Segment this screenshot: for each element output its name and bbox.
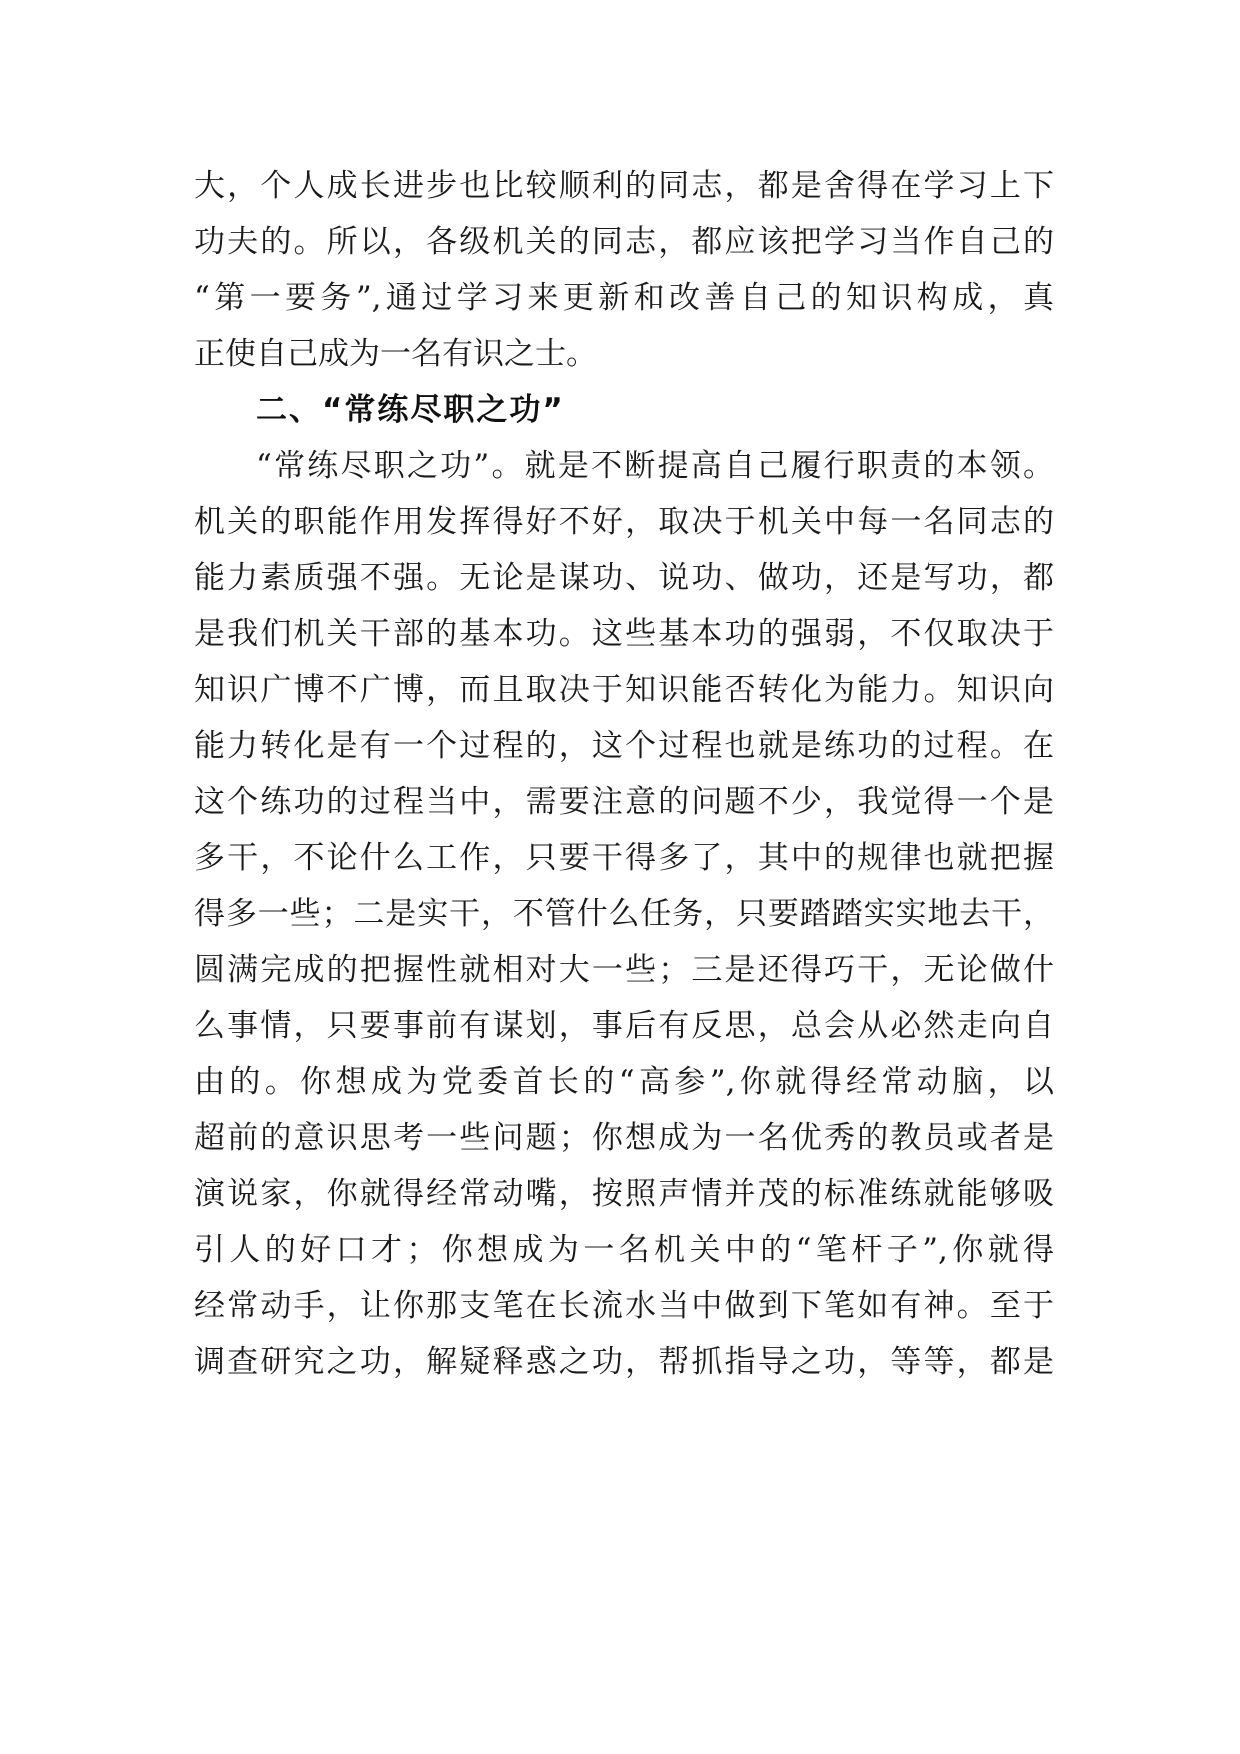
text-line: 圆满完成的把握性就相对大一些；三是还得巧干，无论做什: [194, 952, 1054, 988]
text-line: 调查研究之功，解疑释惑之功，帮抓指导之功，等等，都是: [194, 1344, 1054, 1380]
text-line: 经常动手，让你那支笔在长流水当中做到下笔如有神。至于: [194, 1288, 1054, 1324]
text-line: 正使自己成为一名有识之士。: [194, 336, 597, 372]
text-line: 能力素质强不强。无论是谋功、说功、做功，还是写功，都: [194, 560, 1054, 596]
text-line: 功夫的。所以，各级机关的同志，都应该把学习当作自己的: [194, 224, 1054, 260]
text-line: 多干，不论什么工作，只要干得多了，其中的规律也就把握: [194, 840, 1054, 876]
text-line: 机关的职能作用发挥得好不好，取决于机关中每一名同志的: [194, 504, 1054, 540]
text-line: 大，个人成长进步也比较顺利的同志，都是舍得在学习上下: [194, 168, 1054, 204]
text-line: 是我们机关干部的基本功。这些基本功的强弱，不仅取决于: [194, 616, 1054, 652]
text-line: 引人的好口才；你想成为一名机关中的“笔杆子”,你就得: [194, 1232, 1054, 1268]
text-line: 由的。你想成为党委首长的“高参”,你就得经常动脑，以: [194, 1064, 1054, 1100]
text-line: 超前的意识思考一些问题；你想成为一名优秀的教员或者是: [194, 1120, 1054, 1156]
text-line: 知识广博不广博，而且取决于知识能否转化为能力。知识向: [194, 672, 1054, 708]
text-line: 能力转化是有一个过程的，这个过程也就是练功的过程。在: [194, 728, 1054, 764]
paragraph-1: [194, 158, 1054, 382]
text-line: 么事情，只要事前有谋划，事后有反思，总会从必然走向自: [194, 1008, 1054, 1044]
text-line: “第一要务”,通过学习来更新和改善自己的知识构成，真: [194, 280, 1054, 316]
body-text: [194, 158, 1054, 1390]
section-heading: 二、“常练尽职之功”: [256, 392, 565, 428]
text-line: “常练尽职之功”。就是不断提高自己履行职责的本领。: [256, 448, 1054, 484]
text-line: 得多一些；二是实干，不管什么任务，只要踏踏实实地去干，: [194, 896, 1054, 932]
paragraph-2: [194, 438, 1054, 1390]
text-line: 这个练功的过程当中，需要注意的问题不少，我觉得一个是: [194, 784, 1054, 820]
text-line: 演说家，你就得经常动嘴，按照声情并茂的标准练就能够吸: [194, 1176, 1054, 1212]
